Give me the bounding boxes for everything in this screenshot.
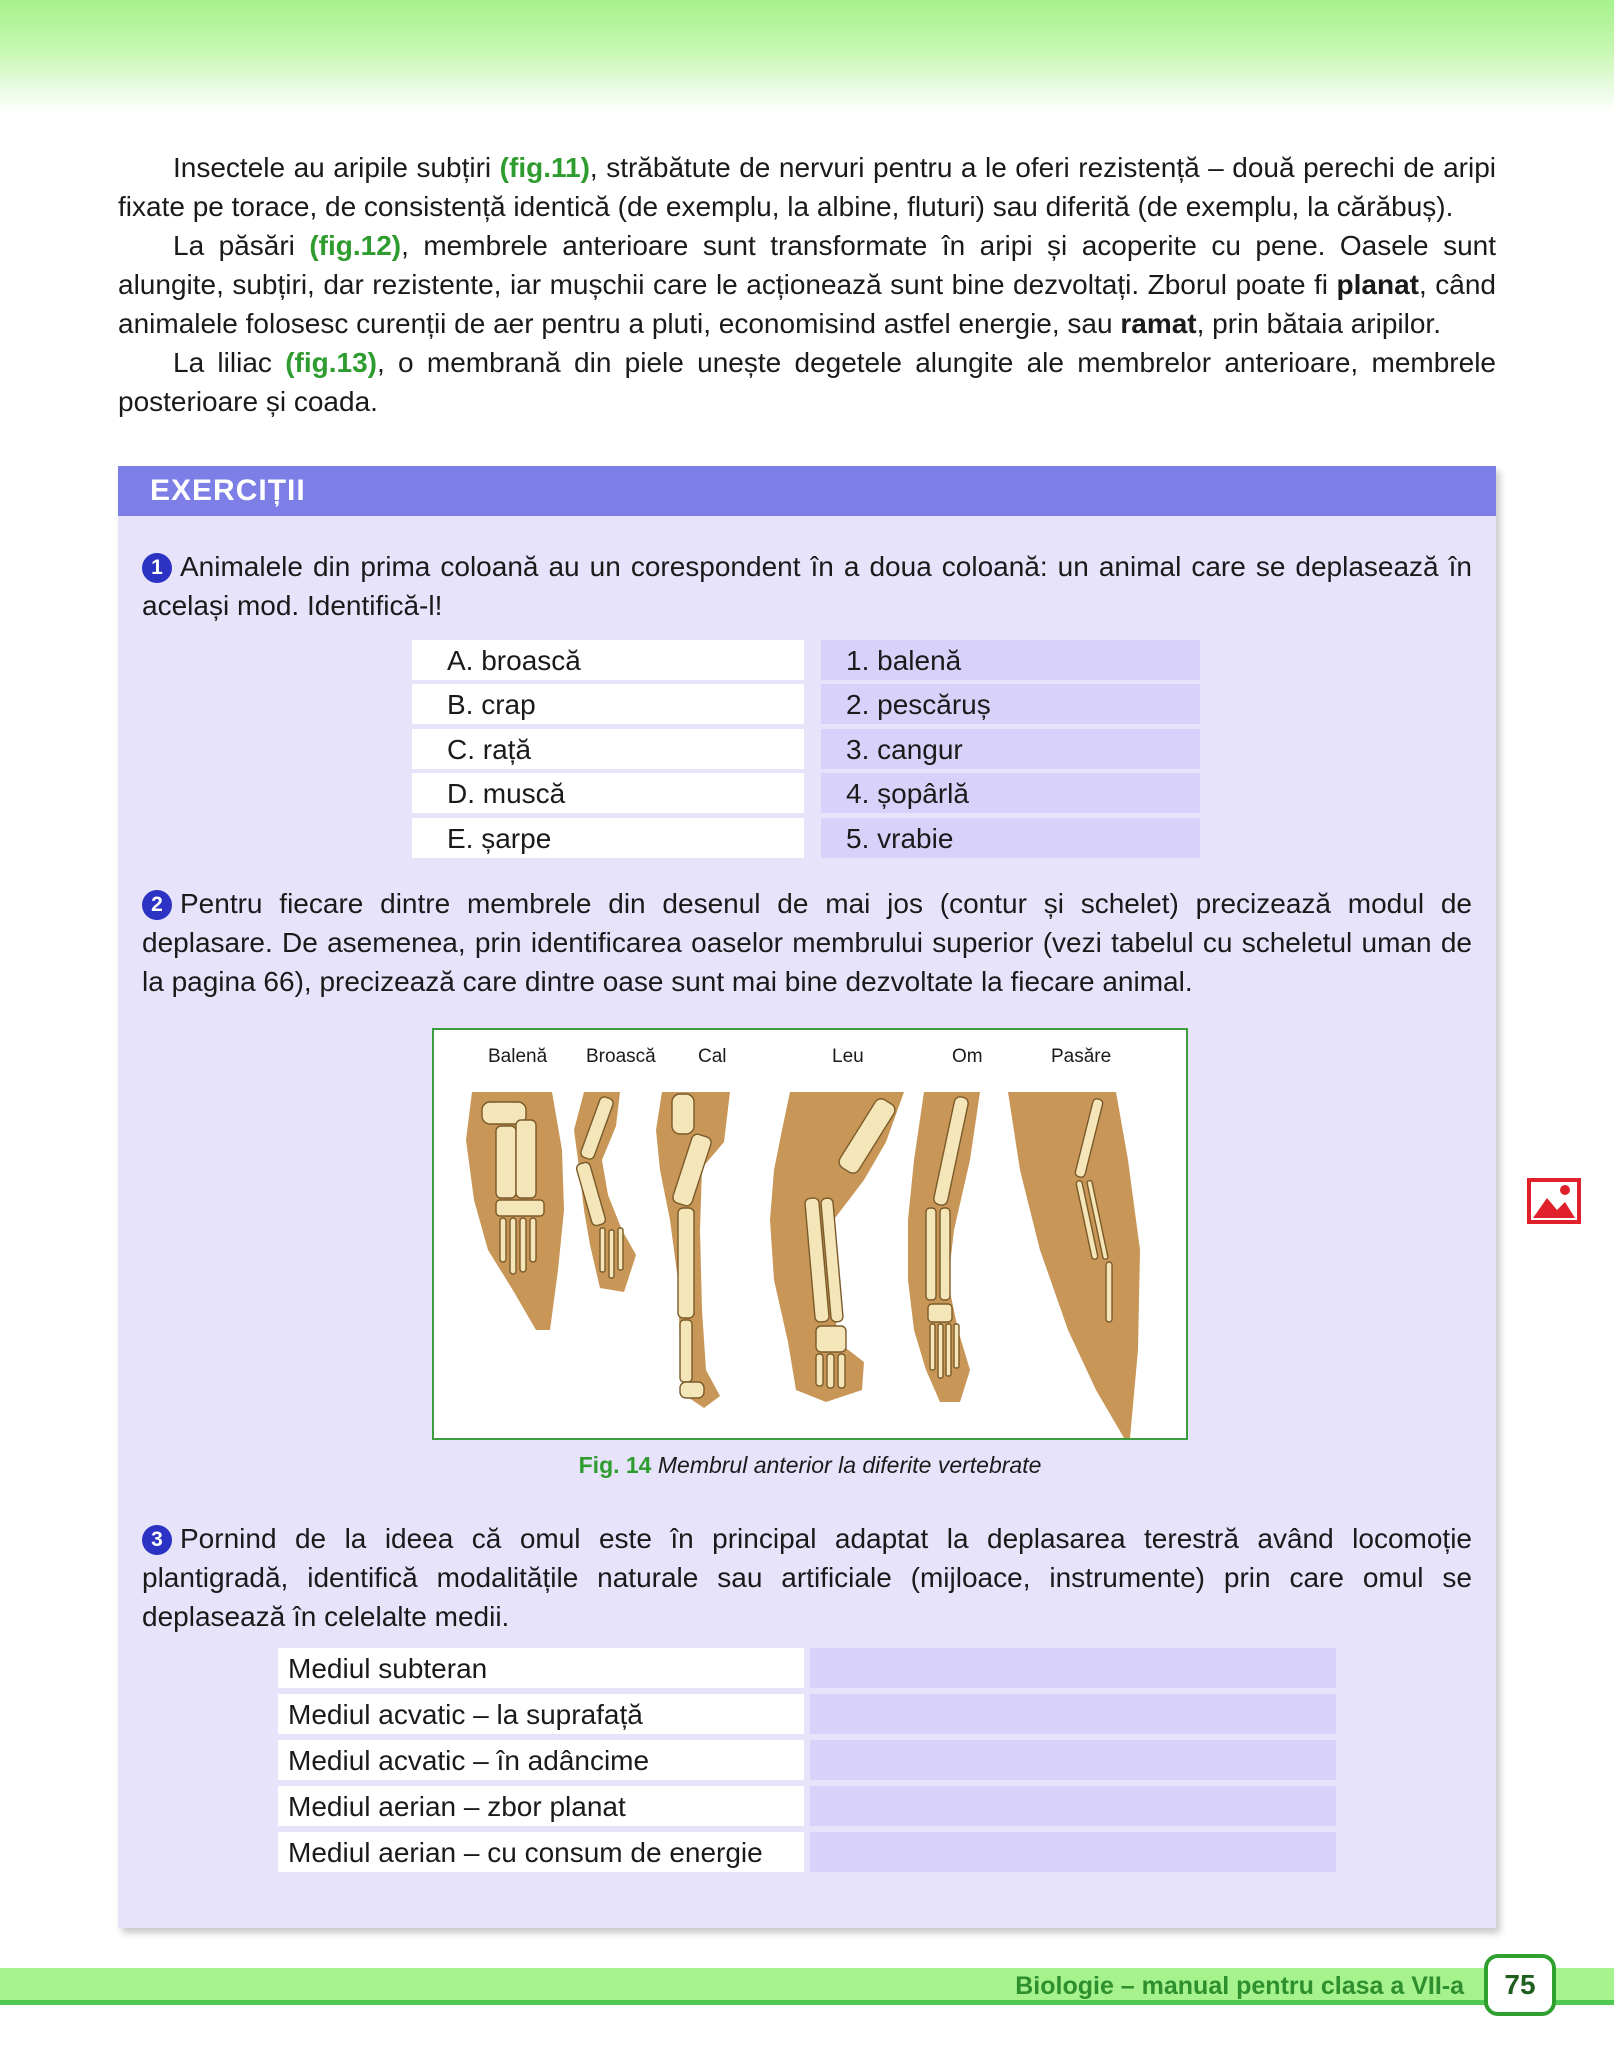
q3-answer-cell[interactable] xyxy=(810,1740,1336,1780)
whale-bone xyxy=(510,1218,516,1274)
bird-wing-outline xyxy=(1008,1092,1140,1438)
label-leu: Leu xyxy=(832,1046,864,1067)
q3-answer-cell[interactable] xyxy=(810,1786,1336,1826)
human-bone xyxy=(930,1324,935,1370)
whale-bone xyxy=(516,1120,536,1198)
q1-cell-a[interactable]: A. broască xyxy=(412,640,804,680)
question-number-2: 2 xyxy=(142,890,172,920)
frog-bone xyxy=(618,1228,623,1270)
q3-answer-cell[interactable] xyxy=(810,1694,1336,1734)
horse-bone xyxy=(672,1094,694,1134)
lion-bone xyxy=(838,1354,845,1388)
human-bone xyxy=(946,1324,951,1376)
page-number: 75 xyxy=(1484,1954,1556,2016)
label-cal: Cal xyxy=(698,1046,727,1067)
lion-bone xyxy=(816,1354,823,1386)
whale-bone xyxy=(496,1200,544,1216)
q1-cell-b[interactable]: 3. cangur xyxy=(821,729,1200,769)
question-3-text: Pornind de la ideea că omul este în principal adaptat la deplasarea terestră având locomoție plantigradă, identifică modalitățile naturale sau artificiale (mijloace, instrumente) prin care omul se deplasează în celelalte medii. xyxy=(142,1523,1472,1632)
lion-bone xyxy=(827,1354,834,1388)
question-number-1: 1 xyxy=(142,553,172,583)
horse-bone xyxy=(678,1208,694,1318)
paragraph-insects: Insectele au aripile subțiri (fig.11), străbătute de nervuri pentru a le oferi rezistență – două perechi de aripi fixate pe torace, de consistență identică (de exemplu, la albine, fluturi) sau diferită (de exemplu, la cărăbuș). xyxy=(118,152,1496,222)
q1-cell-a[interactable]: C. rață xyxy=(412,729,804,769)
label-om: Om xyxy=(952,1046,983,1067)
human-bone xyxy=(938,1324,943,1378)
q1-cell-a[interactable]: E. șarpe xyxy=(412,818,804,858)
question-2-text: Pentru fiecare dintre membrele din desenul de mai jos (contur și schelet) precizează modul de deplasare. De asemenea, prin identificarea oaselor membrului superior (vezi tabelul cu scheletul uman de la pagina 66), precizează care dintre oase sunt mai bine dezvoltate la fiecare animal. xyxy=(142,888,1472,997)
whale-bone xyxy=(530,1218,536,1262)
q3-row-label: Mediul subteran xyxy=(278,1648,804,1688)
q1-cell-a[interactable]: B. crap xyxy=(412,684,804,724)
human-bone xyxy=(928,1304,952,1322)
q3-answer-cell[interactable] xyxy=(810,1648,1336,1688)
q3-row-label: Mediul acvatic – la suprafață xyxy=(278,1694,804,1734)
q1-cell-a[interactable]: D. muscă xyxy=(412,773,804,813)
paragraph-bats: La liliac (fig.13), o membrană din piele unește degetele alungite ale membrelor anterioare, membrele posterioare și coada. xyxy=(118,347,1496,417)
image-icon[interactable] xyxy=(1527,1178,1581,1224)
frog-bone xyxy=(600,1228,605,1272)
whale-bone xyxy=(496,1126,516,1198)
q3-answer-cell[interactable] xyxy=(810,1832,1336,1872)
paragraph-birds: La păsări (fig.12), membrele anterioare sunt transformate în aripi și acoperite cu pene. Oasele sunt alungite, subțiri, dar rezistente, iar mușchii care le acționează sunt bine dezvoltați. Zborul poate fi planat, când animalele folosesc curenții de aer pentru a pluti, economisind astfel energie, sau ramat, prin bătaia aripilor. xyxy=(118,230,1496,339)
label-balena: Balenă xyxy=(488,1046,548,1067)
human-bone xyxy=(954,1324,959,1368)
top-gradient-band xyxy=(0,0,1614,112)
figure-id: Fig. 14 xyxy=(578,1452,652,1478)
figure-14 xyxy=(432,1028,1188,1440)
label-broasca: Broască xyxy=(586,1046,656,1067)
q1-cell-b[interactable]: 2. pescăruș xyxy=(821,684,1200,724)
horse-bone xyxy=(680,1320,692,1382)
book-title: Biologie – manual pentru clasa a VII-a xyxy=(1015,1972,1464,2000)
human-bone xyxy=(926,1208,936,1300)
question-1 xyxy=(142,547,1472,625)
human-bone xyxy=(940,1208,950,1300)
figure-caption-text: Membrul anterior la diferite vertebrate xyxy=(657,1452,1042,1478)
question-2 xyxy=(142,884,1472,1001)
q1-cell-b[interactable]: 4. șopârlă xyxy=(821,773,1200,813)
question-3 xyxy=(142,1519,1472,1636)
frog-bone xyxy=(609,1230,614,1278)
intro-text xyxy=(118,148,1496,421)
whale-bone xyxy=(520,1218,526,1272)
q1-cell-b[interactable]: 5. vrabie xyxy=(821,818,1200,858)
whale-bone xyxy=(500,1218,506,1262)
q3-row-label: Mediul aerian – cu consum de energie xyxy=(278,1832,804,1872)
q3-row-label: Mediul acvatic – în adâncime xyxy=(278,1740,804,1780)
question-number-3: 3 xyxy=(142,1525,172,1555)
limbs-illustration xyxy=(434,1030,1186,1438)
q3-row-label: Mediul aerian – zbor planat xyxy=(278,1786,804,1826)
figure-caption xyxy=(432,1452,1188,1479)
q1-cell-b[interactable]: 1. balenă xyxy=(821,640,1200,680)
bird-bone xyxy=(1106,1262,1112,1322)
lion-bone xyxy=(816,1326,846,1352)
exercise-header: EXERCIȚII xyxy=(118,466,1496,516)
horse-bone xyxy=(680,1382,704,1398)
question-1-text: Animalele din prima coloană au un corespondent în a doua coloană: un animal care se deplasează în același mod. Identifică-l! xyxy=(142,551,1472,621)
label-pasare: Pasăre xyxy=(1051,1046,1112,1067)
